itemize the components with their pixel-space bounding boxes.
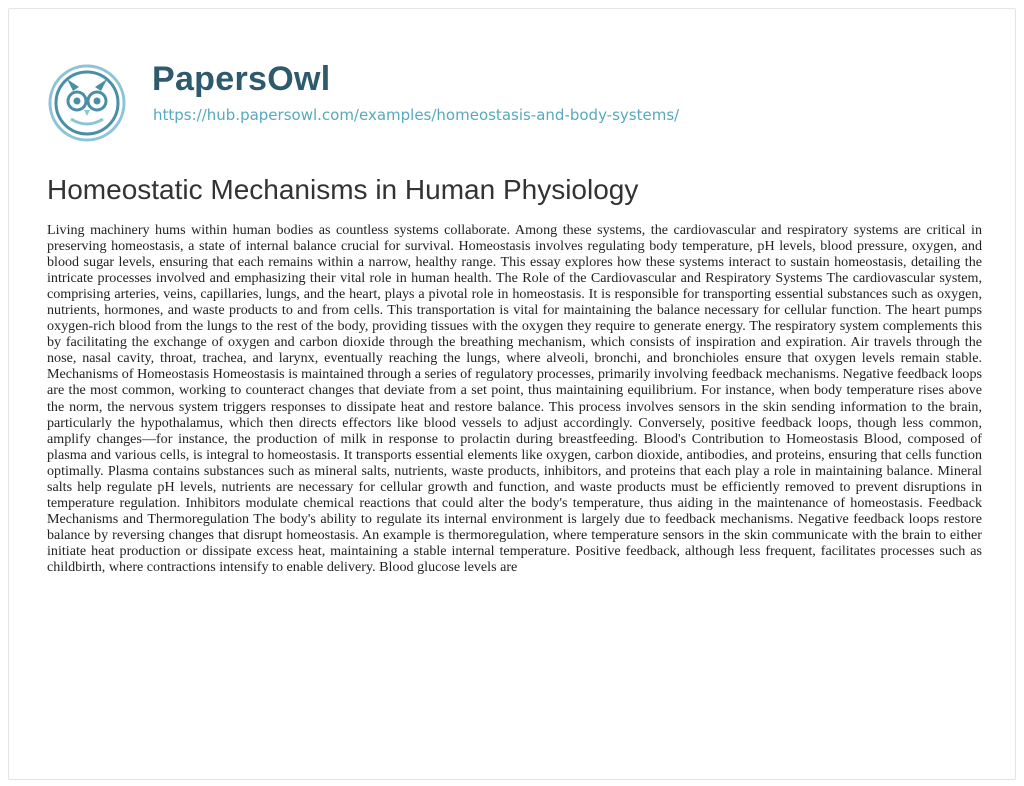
- header: [47, 55, 847, 147]
- document-title: Homeostatic Mechanisms in Human Physiology: [47, 174, 639, 205]
- source-url-link[interactable]: https://hub.papersowl.com/examples/homeostasis-and-body-systems/: [153, 106, 680, 124]
- brand-name[interactable]: PapersOwl: [152, 60, 331, 98]
- owl-logo-icon[interactable]: [47, 63, 127, 143]
- document-body: Living machinery hums within human bodies as countless systems collaborate. Among these systems, the cardiovascular and respiratory systems are critical in preserving homeostasis, a state of internal balance crucial for survival. Homeostasis involves regulating body temperature, pH levels, blood pressure, oxygen, and blood sugar levels, ensuring that each remains within a narrow, healthy range. This essay explores how these systems interact to sustain homeostasis, detailing the intricate processes involved and emphasizing their vital role in human health. The Role of the Cardiovascular and Respiratory Systems The cardiovascular system, comprising arteries, veins, capillaries, lungs, and the heart, plays a pivotal role in homeostasis. It is responsible for transporting essential substances such as oxygen, nutrients, hormones, and waste products to and from cells. This transportation is vital for maintaining the balance necessary for cellular function. The heart pumps oxygen-rich blood from the lungs to the rest of the body, providing tissues with the oxygen they require to generate energy. The respiratory system complements this by facilitating the exchange of oxygen and carbon dioxide through the breathing mechanism, which consists of inspiration and expiration. Air travels through the nose, nasal cavity, throat, trachea, and larynx, eventually reaching the lungs, where alveoli, bronchi, and bronchioles ensure that oxygen levels remain stable. Mechanisms of Homeostasis Homeostasis is maintained through a series of regulatory processes, primarily involving feedback mechanisms. Negative feedback loops are the most common, working to counteract changes that deviate from a set point, thus maintaining equilibrium. For instance, when body temperature rises above the norm, the nervous system triggers responses to dissipate heat and restore balance. This process involves sensors in the skin sending information to the brain, particularly the hypothalamus, which then directs effectors like blood vessels to adjust accordingly. Conversely, positive feedback loops, though less common, amplify changes—for instance, the production of milk in response to prolactin during breastfeeding. Blood's Contribution to Homeostasis Blood, composed of plasma and various cells, is integral to homeostasis. It transports essential elements like oxygen, carbon dioxide, antibodies, and proteins, ensuring that cells function optimally. Plasma contains substances such as mineral salts, nutrients, waste products, inhibitors, and proteins that each play a role in maintaining balance. Mineral salts help regulate pH levels, nutrients are necessary for cellular growth and function, and waste products must be efficiently removed to prevent disruptions in temperature regulation. Inhibitors modulate chemical reactions that could alter the body's temperature, thus aiding in the maintenance of homeostasis. Feedback Mechanisms and Thermoregulation The body's ability to regulate its internal environment is largely due to feedback mechanisms. Negative feedback loops restore balance by reversing changes that disrupt homeostasis. An example is thermoregulation, where temperature sensors in the skin communicate with the brain to either initiate heat production or dissipate excess heat, maintaining a stable internal temperature. Positive feedback, although less frequent, facilitates processes such as childbirth, where contractions intensify to enable delivery. Blood glucose levels are: [47, 222, 982, 575]
